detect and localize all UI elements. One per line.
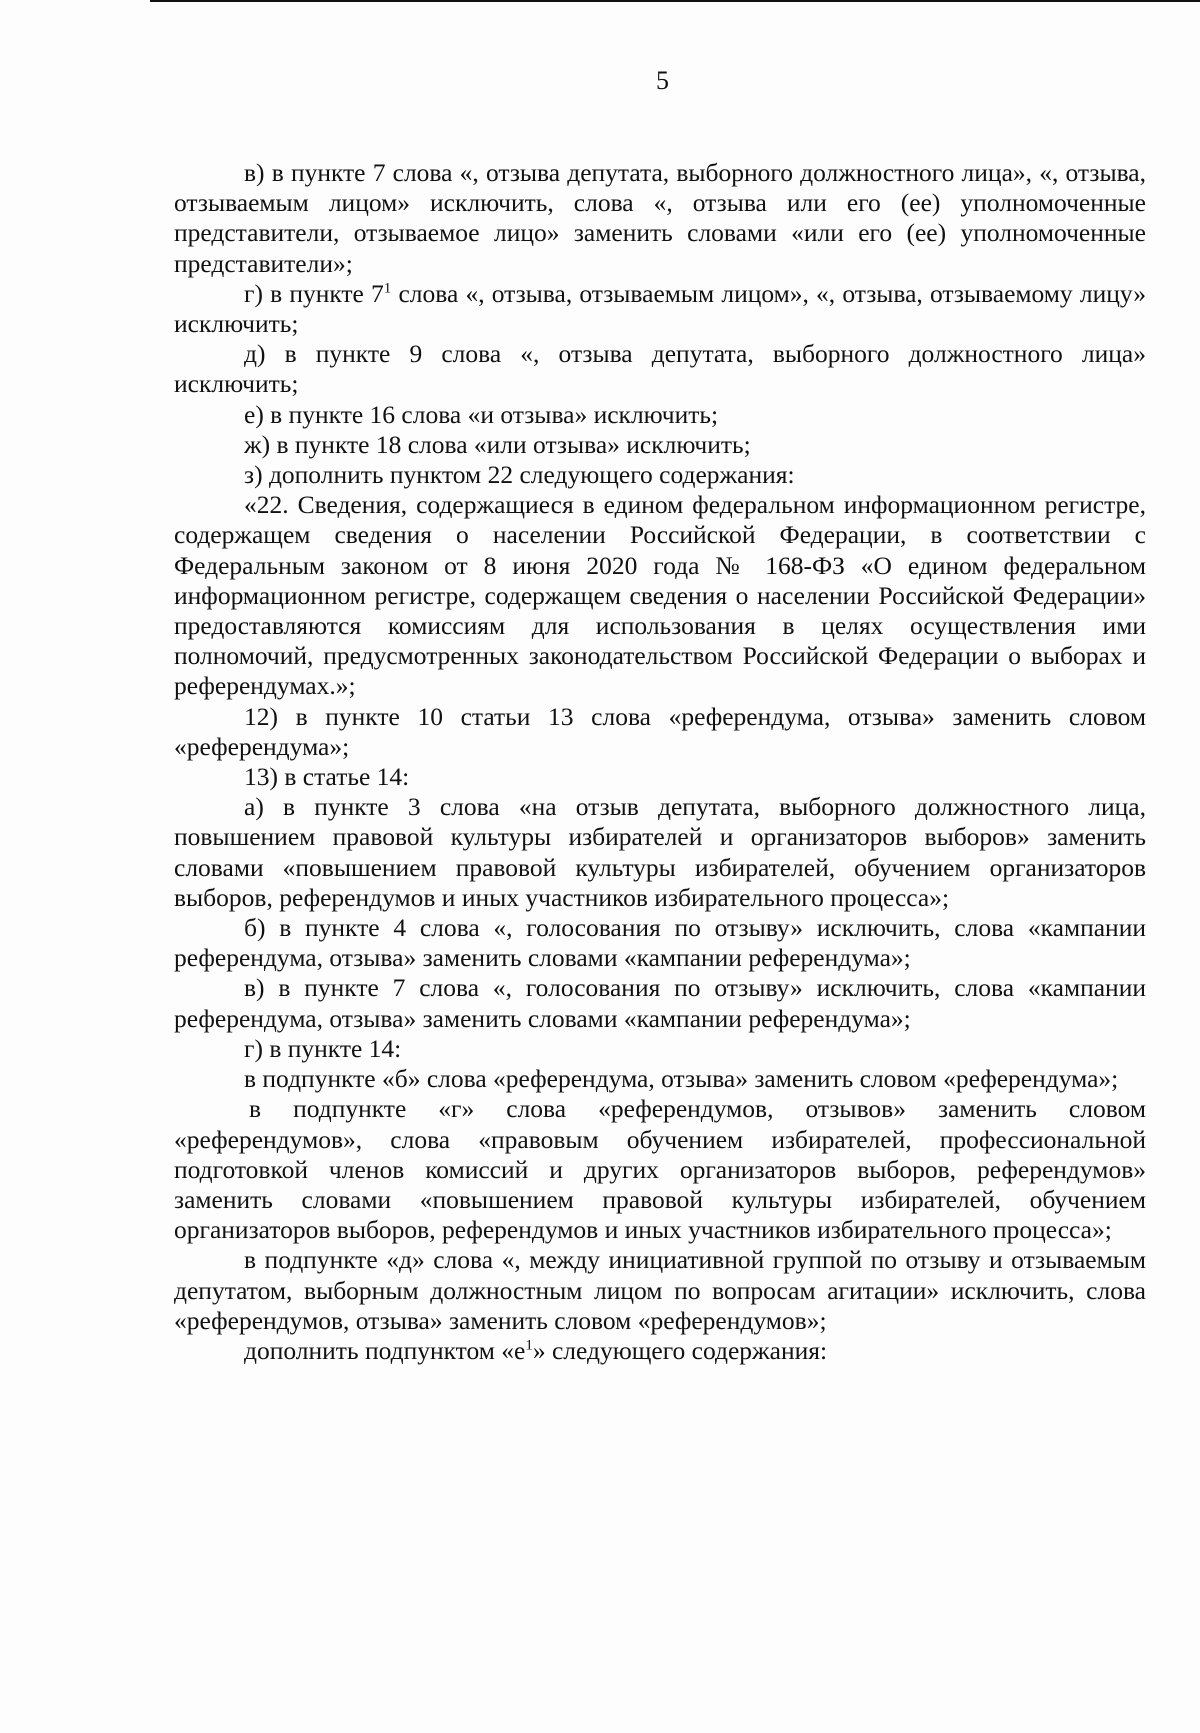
paragraph-text: в) в пункте 7 слова «, отзыва депутата, выборного должностного лица», «, отзыва, отзываемым лицом» исключить, слова «, отзыва или его (ее) уполномоченные представители, отзываемое лицо» заменить словами «или его (ее) уполномоченные представители»; xyxy=(174,158,1146,278)
paragraph-text: в подпункте «д» слова «, между инициативной группой по отзыву и отзываемым депутатом, выборным должностным лицом по вопросам агитации» исключить, слова «референдумов, отзыва» заменить словом «референдумов»; xyxy=(174,1245,1146,1335)
scan-edge-line xyxy=(150,0,1200,2)
paragraph-text: слова «, отзыва, отзываемым лицом», «, отзыва, отзываемому лицу» исключить; xyxy=(174,278,1146,339)
paragraph-text: дополнить подпунктом «е xyxy=(244,1335,526,1365)
paragraph xyxy=(174,460,1146,490)
paragraph xyxy=(174,430,1146,460)
paragraph-text: в) в пункте 7 слова «, голосования по отзыву» исключить, слова «кампании референдума, отзыва» заменить словами «кампании референдума»; xyxy=(174,973,1146,1033)
paragraph-text: г) в пункте 7 xyxy=(244,278,384,308)
paragraph-text: г) в пункте 14: xyxy=(244,1033,402,1063)
paragraph-text: б) в пункте 4 слова «, голосования по отзыву» исключить, слова «кампании референдума, отзыва» заменить словами «кампании референдума»; xyxy=(174,913,1146,973)
paragraph-text: з) дополнить пунктом 22 следующего содержания: xyxy=(244,460,795,490)
paragraph xyxy=(174,339,1146,399)
paragraph xyxy=(174,158,1146,279)
paragraph-text: в подпункте «г» слова «референдумов, отзывов» заменить словом «референдумов», слова «правовым обучением избирателей, профессиональной подготовкой членов комиссий и других организаторов выборов, референдумов» заменить словами «повышением правовой культуры избирателей, обучением организаторов выборов, референдумов и иных участников избирательного процесса»; xyxy=(174,1094,1146,1245)
paragraph-text: 13) в статье 14: xyxy=(244,762,410,792)
paragraph-text: ж) в пункте 18 слова «или отзыва» исключить; xyxy=(244,429,751,459)
paragraph xyxy=(174,279,1146,339)
paragraph xyxy=(174,702,1146,762)
paragraph-text: д) в пункте 9 слова «, отзыва депутата, выборного должностного лица» исключить; xyxy=(174,339,1146,399)
paragraph xyxy=(174,1034,1146,1064)
superscript: 1 xyxy=(383,280,392,297)
paragraph xyxy=(174,490,1146,701)
paragraph xyxy=(174,400,1146,430)
paragraph xyxy=(174,1245,1146,1336)
paragraph-text: е) в пункте 16 слова «и отзыва» исключить; xyxy=(244,399,719,429)
document-body xyxy=(174,158,1146,1366)
paragraph xyxy=(174,762,1146,792)
paragraph-text: » следующего содержания: xyxy=(532,1335,828,1365)
paragraph-text: а) в пункте 3 слова «на отзыв депутата, выборного должностного лица, повышением правовой культуры избирателей и организаторов выборов» заменить словами «повышением правовой культуры избирателей, обучением организаторов выборов, референдумов и иных участников избирательного процесса»; xyxy=(174,792,1146,912)
paragraph-text: в подпункте «б» слова «референдума, отзыва» заменить словом «референдума»; xyxy=(244,1064,1119,1094)
page-number: 5 xyxy=(656,66,669,95)
paragraph xyxy=(174,1064,1146,1094)
paragraph xyxy=(174,792,1146,913)
superscript: 1 xyxy=(525,1337,533,1354)
paragraph xyxy=(174,913,1146,973)
paragraph-text: «22. Сведения, содержащиеся в едином федеральном информационном регистре, содержащем сведения о населении Российской Федерации, в соответствии с Федеральным законом от 8 июня 2020 года № 168-ФЗ «О едином федеральном информационном регистре, содержащем сведения о населении Российской Федерации» предоставляются комиссиям для использования в целях осуществления ими полномочий, предусмотренных законодательством Российской Федерации о выборах и референдумах.»; xyxy=(174,490,1146,701)
paragraph xyxy=(174,973,1146,1033)
paragraph xyxy=(174,1094,1146,1245)
paragraph xyxy=(174,1336,1146,1366)
paragraph-text: 12) в пункте 10 статьи 13 слова «референдума, отзыва» заменить словом «референдума»; xyxy=(174,701,1146,761)
